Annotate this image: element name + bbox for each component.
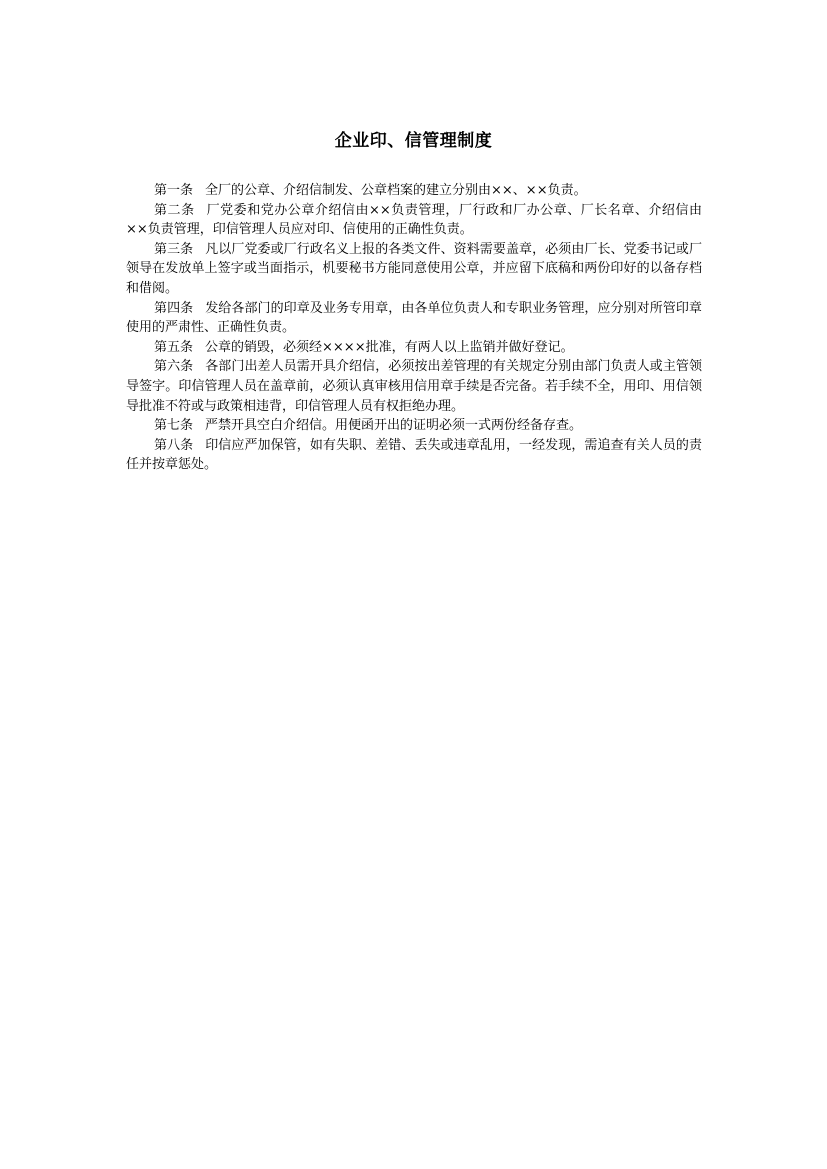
article-text: 凡以厂党委或厂行政名义上报的各类文件、资料需要盖章，必须由厂长、党委书记或厂领导在发放单上签字或当面指示，机要秘书方能同意使用公章，并应留下底稿和两份印好的以备存档和借阅。 (126, 241, 702, 296)
article-number: 第一条 (154, 183, 194, 198)
article-text: 印信应严加保管，如有失职、差错、丢失或违章乱用，一经发现，需追查有关人员的责任并按章惩处。 (126, 437, 702, 473)
article-text: 公章的销毁，必须经××××批准，有两人以上监销并做好登记。 (205, 339, 574, 355)
article-text: 发给各部门的印章及业务专用章，由各单位负责人和专职业务管理，应分别对所管印章使用的严肃性、正确性负责。 (126, 300, 702, 336)
article-number: 第二条 (154, 202, 195, 218)
article-6 (126, 357, 702, 416)
article-7 (126, 416, 702, 436)
article-text: 全厂的公章、介绍信制发、公章档案的建立分别由××、××负责。 (205, 183, 587, 198)
article-1 (126, 181, 702, 201)
article-text: 厂党委和党办公章介绍信由××负责管理，厂行政和厂办公章、厂长名章、介绍信由××负责管理，印信管理人员应对印、信使用的正确性负责。 (126, 202, 702, 238)
document-body (126, 181, 702, 475)
article-5 (126, 338, 702, 358)
article-8 (126, 436, 702, 475)
article-text: 严禁开具空白介绍信。用便函开出的证明必须一式两份经备存查。 (205, 418, 583, 434)
article-4 (126, 299, 702, 338)
article-number: 第七条 (154, 418, 194, 434)
article-number: 第六条 (154, 359, 194, 375)
article-number: 第五条 (154, 339, 194, 355)
article-number: 第八条 (154, 437, 194, 453)
article-2 (126, 201, 702, 240)
article-number: 第四条 (154, 300, 194, 316)
article-text: 各部门出差人员需开具介绍信，必须按出差管理的有关规定分别由部门负责人或主管领导签字。印信管理人员在盖章前，必须认真审核用信用章手续是否完备。若手续不全，用印、用信领导批准不符或与政策相违背，印信管理人员有权拒绝办理。 (126, 359, 702, 414)
article-3 (126, 240, 702, 299)
document-title: 企业印、信管理制度 (334, 131, 493, 151)
article-number: 第三条 (154, 241, 194, 257)
